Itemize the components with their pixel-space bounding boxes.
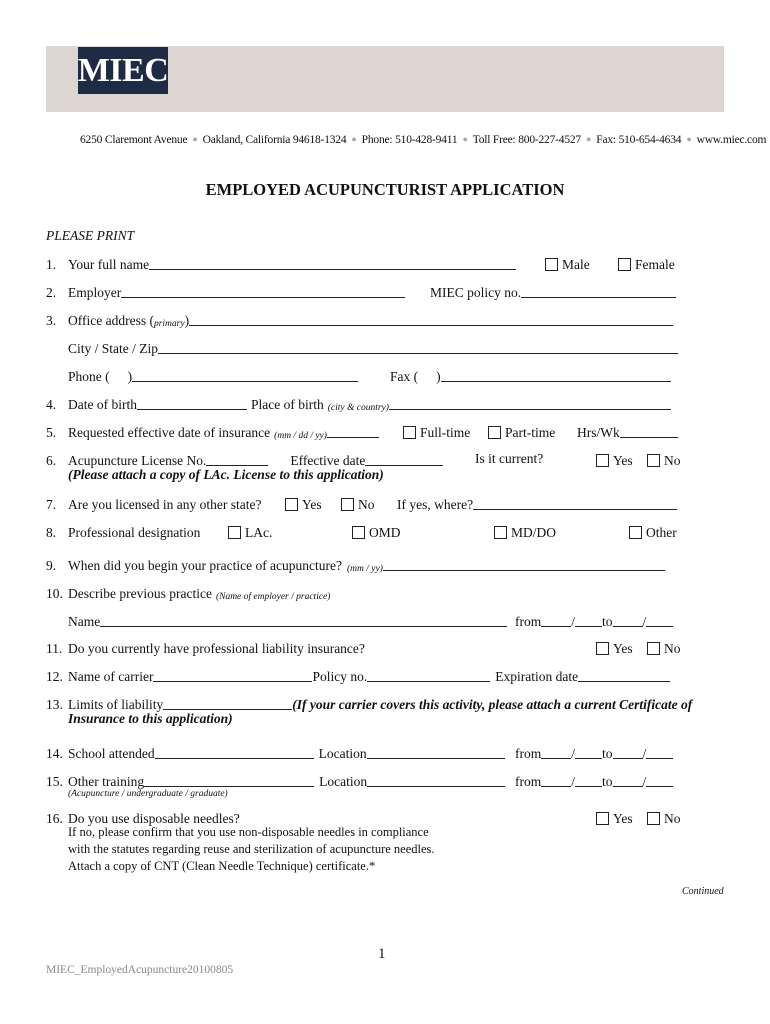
from-slash: / (571, 614, 576, 629)
q8-label: Professional designation (68, 525, 201, 540)
phone-label: Phone ( (68, 369, 110, 384)
school-from-label: from (515, 746, 542, 761)
q3-label-small: primary (153, 319, 185, 329)
liability-no-option[interactable] (647, 639, 681, 657)
q9-label: When did you begin your practice of acupuncture? (68, 558, 343, 573)
training-from-label: from (515, 774, 542, 789)
q3-row (46, 311, 673, 329)
current-no-label: No (664, 453, 681, 468)
school-to-month-field[interactable] (613, 758, 643, 759)
effective-date-field[interactable] (327, 437, 379, 438)
liability-no-checkbox[interactable] (647, 642, 660, 655)
place-of-birth-field[interactable] (389, 409, 671, 410)
toll-free: Toll Free: 800-227-4527 (472, 134, 581, 146)
omd-option[interactable] (352, 523, 401, 541)
q3-label-end: ) (184, 313, 190, 328)
q10-number: 10. (46, 586, 63, 601)
fax-label: Fax ( (390, 369, 419, 384)
please-print: PLEASE PRINT (46, 228, 135, 243)
where-label: If yes, where? (397, 497, 474, 512)
other-state-no-label: No (358, 497, 375, 512)
q16-number: 16. (46, 811, 63, 826)
fulltime-checkbox[interactable] (403, 426, 416, 439)
parttime-checkbox[interactable] (488, 426, 501, 439)
school-from-year-field[interactable] (575, 758, 602, 759)
limits-field[interactable] (163, 709, 292, 710)
q4-row (46, 395, 671, 413)
bullet-icon: ● (586, 134, 592, 144)
female-option[interactable] (618, 255, 675, 273)
contact-line (80, 134, 767, 146)
q14-label: School attended (68, 746, 155, 761)
q4-label: Date of birth (68, 397, 137, 412)
lac-option[interactable] (228, 523, 272, 541)
policy-row (430, 283, 676, 301)
license-field[interactable] (206, 465, 268, 466)
q16-label: Do you use disposable needles? (68, 811, 240, 826)
current-no-checkbox[interactable] (647, 454, 660, 467)
q1-label: Your full name (68, 257, 150, 272)
needles-no-label: No (664, 811, 681, 826)
omd-label: OMD (369, 525, 401, 540)
hrs-row (577, 423, 678, 441)
needles-no-option[interactable] (647, 809, 681, 827)
office-address-field[interactable] (189, 325, 673, 326)
prev-name-field[interactable] (100, 626, 507, 627)
fulltime-label: Full-time (420, 425, 471, 440)
bullet-icon: ● (192, 134, 198, 144)
continued-label: Continued (682, 886, 724, 897)
practice-start-field[interactable] (383, 570, 665, 571)
needles-note-2: with the statutes regarding reuse and sterilization of acupuncture needles. (68, 842, 435, 856)
limits-note-1: (If your carrier covers this activity, please attach a current Certificate of (292, 697, 693, 712)
other-state-yes-option[interactable] (285, 495, 322, 513)
q13-number: 13. (46, 697, 63, 712)
training-location-label: Location (319, 774, 368, 789)
needles-note-3: Attach a copy of CNT (Clean Needle Technique) certificate.* (68, 859, 376, 873)
liability-yes-option[interactable] (596, 639, 633, 657)
training-to-month-field[interactable] (613, 786, 643, 787)
other-state-yes-label: Yes (302, 497, 322, 512)
needles-yes-checkbox[interactable] (596, 812, 609, 825)
city-label: City / State / Zip (68, 341, 158, 356)
phone-row (68, 367, 358, 385)
current-yes-label: Yes (613, 453, 633, 468)
is-current-label: Is it current? (475, 451, 544, 466)
other-checkbox[interactable] (629, 526, 642, 539)
q2-row (46, 283, 405, 301)
training-to-slash: / (642, 774, 647, 789)
dob-field[interactable] (137, 409, 247, 410)
training-to-year-field[interactable] (646, 786, 673, 787)
current-yes-option[interactable] (596, 451, 633, 469)
other-state-yes-checkbox[interactable] (285, 498, 298, 511)
training-from-month-field[interactable] (541, 786, 571, 787)
website: www.miec.com (696, 134, 767, 146)
school-from-slash: / (571, 746, 576, 761)
carrier-policy-label: Policy no. (312, 669, 368, 684)
full-name-field[interactable] (149, 269, 516, 270)
q1-number: 1. (46, 257, 57, 272)
school-to-year-field[interactable] (646, 758, 673, 759)
policy-label: MIEC policy no. (430, 285, 522, 300)
lac-checkbox[interactable] (228, 526, 241, 539)
school-location-field[interactable] (367, 758, 505, 759)
hrs-label: Hrs/Wk (577, 425, 620, 440)
policy-field[interactable] (521, 297, 676, 298)
expiration-field[interactable] (578, 681, 670, 682)
q12-label: Name of carrier (68, 669, 154, 684)
city: Oakland, California 94618-1324 (202, 134, 347, 146)
q14-dates (515, 744, 673, 762)
liability-yes-checkbox[interactable] (596, 642, 609, 655)
q2-number: 2. (46, 285, 57, 300)
parttime-label: Part-time (505, 425, 556, 440)
needles-yes-option[interactable] (596, 809, 633, 827)
fax: Fax: 510-654-4634 (596, 134, 682, 146)
q15-dates (515, 772, 673, 790)
liability-no-label: No (664, 641, 681, 656)
q5-hint: (mm / dd / yy) (274, 431, 327, 441)
male-option[interactable] (545, 255, 590, 273)
q2-label: Employer (68, 285, 122, 300)
q11-number: 11. (46, 641, 63, 656)
q8-number: 8. (46, 525, 57, 540)
q3-number: 3. (46, 313, 57, 328)
q3-label: Office address ( (68, 313, 154, 328)
q10-hint: (Name of employer / practice) (215, 592, 331, 602)
q14-number: 14. (46, 746, 63, 761)
training-location-field[interactable] (367, 786, 505, 787)
from-year-field[interactable] (575, 626, 602, 627)
place-of-birth-label: Place of birth (250, 397, 324, 412)
q13-label: Limits of liability (68, 697, 164, 712)
to-year-field[interactable] (646, 626, 673, 627)
fax-close: ) (436, 369, 441, 384)
other-option[interactable] (629, 523, 677, 541)
hrs-field[interactable] (620, 437, 678, 438)
mddo-option[interactable] (494, 523, 556, 541)
needles-no-checkbox[interactable] (647, 812, 660, 825)
q12-number: 12. (46, 669, 63, 684)
current-no-option[interactable] (647, 451, 681, 469)
license-effective-label: Effective date (290, 453, 366, 468)
male-label: Male (562, 257, 590, 272)
from-label: from (515, 614, 542, 629)
from-month-field[interactable] (541, 626, 571, 627)
city-row (68, 339, 678, 357)
q9-row (46, 556, 665, 574)
q10-row (46, 584, 330, 602)
training-from-year-field[interactable] (575, 786, 602, 787)
q5-number: 5. (46, 425, 57, 440)
training-from-slash: / (571, 774, 576, 789)
liability-yes-label: Yes (613, 641, 633, 656)
address: 6250 Claremont Avenue (80, 134, 188, 146)
miec-logo: MIEC (78, 47, 168, 94)
q9-hint: (mm / yy) (347, 564, 383, 574)
q7-number: 7. (46, 497, 57, 512)
bullet-icon: ● (686, 134, 692, 144)
fax-field[interactable] (441, 381, 671, 382)
to-slash: / (642, 614, 647, 629)
other-state-no-checkbox[interactable] (341, 498, 354, 511)
q7-row (46, 495, 261, 513)
q10-dates (515, 612, 673, 630)
q12-row (46, 667, 670, 685)
male-checkbox[interactable] (545, 258, 558, 271)
mddo-checkbox[interactable] (494, 526, 507, 539)
fulltime-option[interactable] (403, 423, 470, 441)
expiration-label: Expiration date (495, 669, 579, 684)
phone-close: ) (127, 369, 133, 384)
prev-name-label: Name (68, 614, 101, 629)
phone: Phone: 510-428-9411 (361, 134, 458, 146)
lac-label: LAc. (245, 525, 273, 540)
other-label: Other (646, 525, 677, 540)
q11-label: Do you currently have professional liability insurance? (68, 641, 365, 656)
needles-note-1: If no, please confirm that you use non-disposable needles in compliance (68, 825, 429, 839)
license-effective-field[interactable] (365, 465, 443, 466)
q7-label: Are you licensed in any other state? (68, 497, 262, 512)
q10-label: Describe previous practice (68, 586, 212, 601)
other-state-no-option[interactable] (341, 495, 375, 513)
carrier-policy-field[interactable] (367, 681, 490, 682)
q15-label: Other training (68, 774, 145, 789)
q6-label: Acupuncture License No. (68, 453, 207, 468)
employer-field[interactable] (121, 297, 405, 298)
training-to-label: to (602, 774, 613, 789)
q11-row (46, 639, 365, 657)
school-to-label: to (602, 746, 613, 761)
license-note: (Please attach a copy of LAc. License to this application) (68, 467, 384, 482)
bullet-icon: ● (462, 134, 468, 144)
school-from-month-field[interactable] (541, 758, 571, 759)
training-hint: (Acupuncture / undergraduate / graduate) (68, 789, 228, 799)
page-number: 1 (378, 946, 386, 962)
city-field[interactable] (158, 353, 678, 354)
bullet-icon: ● (351, 134, 357, 144)
place-of-birth-hint: (city & country) (327, 403, 389, 413)
q8-row (46, 523, 200, 541)
q9-number: 9. (46, 558, 57, 573)
omd-checkbox[interactable] (352, 526, 365, 539)
to-label: to (602, 614, 613, 629)
q15-row (46, 772, 505, 790)
school-to-slash: / (642, 746, 647, 761)
needles-yes-label: Yes (613, 811, 633, 826)
school-field[interactable] (155, 758, 314, 759)
q5-row (46, 423, 379, 441)
footer-filename: MIEC_EmployedAcupuncture20100805 (46, 964, 234, 976)
q5-label: Requested effective date of insurance (68, 425, 271, 440)
q6-number: 6. (46, 453, 57, 468)
female-checkbox[interactable] (618, 258, 631, 271)
current-yes-checkbox[interactable] (596, 454, 609, 467)
phone-field[interactable] (132, 381, 358, 382)
q10-name-row (68, 612, 507, 630)
school-location-label: Location (318, 746, 367, 761)
training-field[interactable] (144, 786, 314, 787)
limits-note-2: Insurance to this application) (68, 711, 233, 726)
q4-number: 4. (46, 397, 57, 412)
mddo-label: MD/DO (511, 525, 557, 540)
carrier-field[interactable] (153, 681, 312, 682)
where-row (397, 495, 677, 513)
q1-row (46, 255, 516, 273)
to-month-field[interactable] (613, 626, 643, 627)
q14-row (46, 744, 505, 762)
form-title: EMPLOYED ACUPUNCTURIST APPLICATION (205, 180, 565, 199)
q15-number: 15. (46, 774, 63, 789)
parttime-option[interactable] (488, 423, 555, 441)
female-label: Female (635, 257, 675, 272)
fax-row (390, 367, 671, 385)
where-field[interactable] (473, 509, 677, 510)
